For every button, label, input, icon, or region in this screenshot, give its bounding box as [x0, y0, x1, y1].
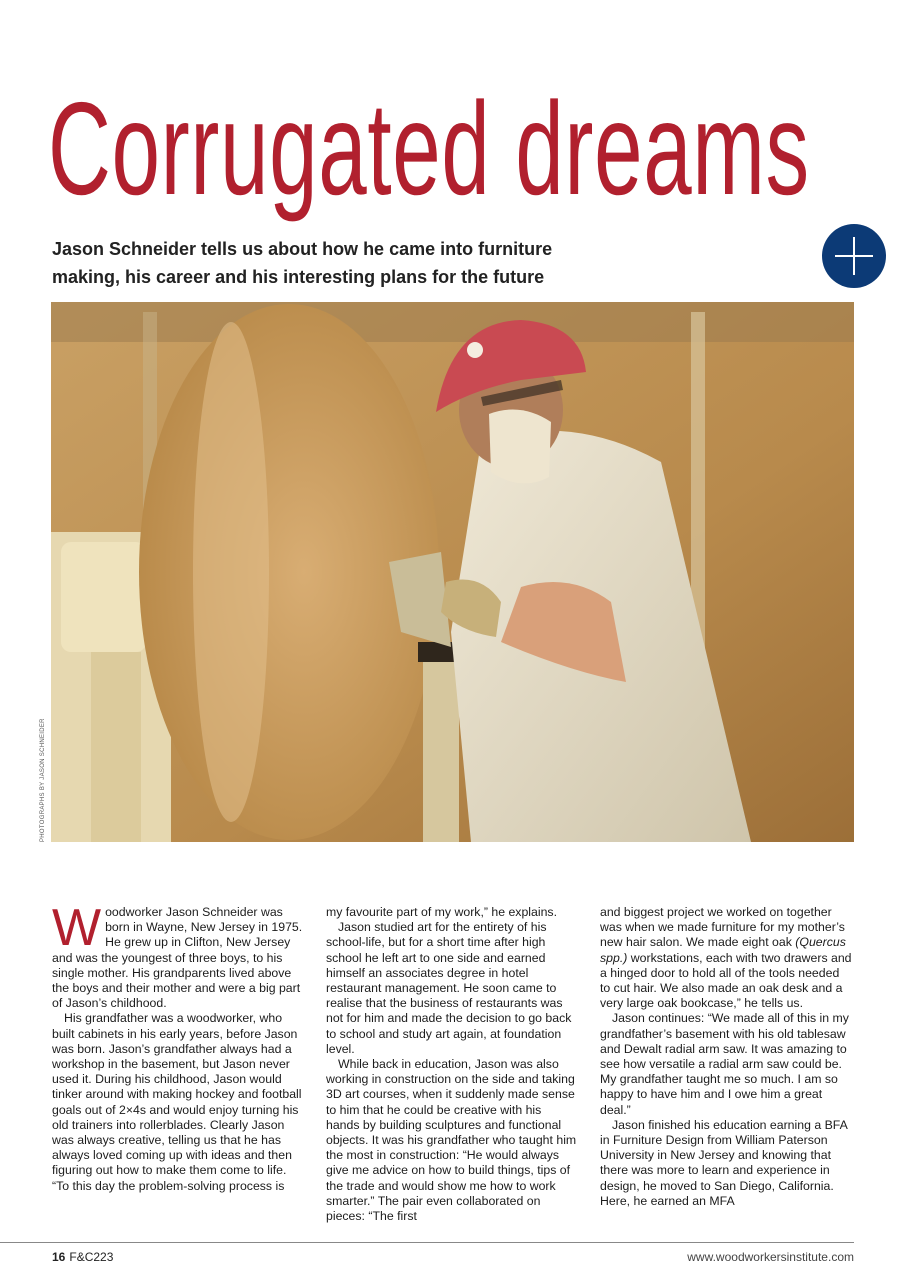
plus-icon: [822, 224, 886, 288]
body-column-1: [52, 899, 304, 1194]
paragraph: His grandfather was a woodworker, who built cabinets in his early years, before Jason was born. Jason’s grandfather always had a workshop in the basement, but Jason never used it. During his childhood, Jason would tinker around with making hockey and football goals out of 2×4s and would enjoy turning his old trainers into rollerblades. Clearly Jason was always creative, telling us that he has always loved coming up with ideas and then figuring out how to make them come to life. “To this day the problem-solving process is: [52, 1011, 302, 1193]
paragraph: Jason continues: “We made all of this in my grandfather’s basement with his old tablesaw and Dewalt radial arm saw. It was amazing to see how versatile a radial arm saw could be. My grandfather taught me so much. I am so happy to have him and I owe him a great deal.”: [600, 1011, 849, 1117]
drop-cap: W: [52, 899, 102, 957]
footer-rule: [0, 1242, 854, 1243]
paragraph: Jason studied art for the entirety of his school-life, but for a short time after high school he left art to one side and earned himself an associates degree in hotel restaurant management. He soon came to realise that the business of restaurants was not for him and made the decision to go back to school and study art again, at foundation level.: [326, 920, 572, 1056]
body-column-3: [600, 905, 852, 1209]
paragraph: my favourite part of my work,” he explains.: [326, 905, 557, 919]
folio: [52, 1250, 113, 1264]
paragraph: While back in education, Jason was also working in construction on the side and taking 3D art courses, when it suddenly made sense to him that he could be creative with his hands by building sculptures and functional objects. It was his grandfather who taught him the most in construction: “He would always give me advice on how to build things, tips of the trade and would show me how to work smarter.” The pair even collaborated on pieces: “The first: [326, 1057, 577, 1224]
paragraph: Jason finished his education earning a BFA in Furniture Design from William Paterson University in New Jersey and knowing that there was more to learn and experience in design, he moved to San Diego, California. Here, he earned an MFA: [600, 1117, 848, 1208]
page-number: 16: [52, 1250, 66, 1264]
feature-photo: [51, 302, 854, 842]
paragraph: Woodworker Jason Schneider was born in Wayne, New Jersey in 1975. He grew up in Clifton, New Jersey and was the youngest of three boys, to his single mother. His grandparents lived above the boys and their mother and were a big part of Jason’s childhood.: [52, 899, 303, 1011]
paragraph: and biggest project we worked on together was when we made furniture for my mother’s new hair salon. We made eight oak (Quercus spp.) workstations, each with two drawers and a hinged door to hold all of the tools needed to cut hair. We also made an oak desk and a very large oak bookcase,” he tells us.: [600, 905, 852, 1011]
standfirst: Jason Schneider tells us about how he came into furniture making, his career and his interesting plans for the future: [52, 239, 553, 287]
website-url[interactable]: www.woodworkersinstitute.com: [687, 1250, 854, 1264]
issue-number: F&C223: [69, 1250, 114, 1264]
body-column-2: [326, 905, 578, 1224]
photo-credit: PHOTOGRAPHS BY JASON SCHNEIDER: [40, 718, 46, 842]
headline: Corrugated dreams: [48, 75, 810, 222]
